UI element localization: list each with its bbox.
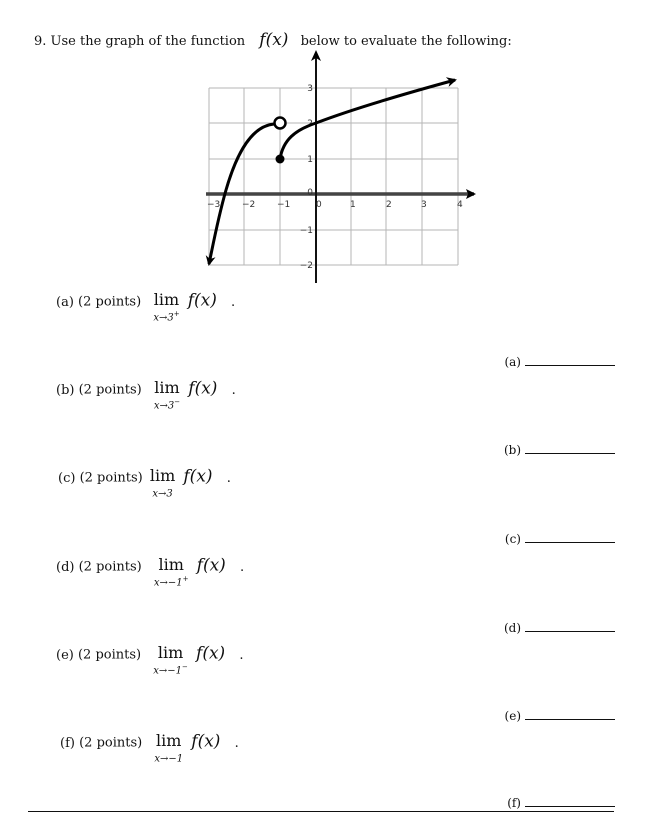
part-end: . [231, 382, 236, 398]
limit-expression [153, 645, 188, 677]
limit-subscript: x→−1 [154, 753, 184, 765]
part-b [56, 374, 236, 412]
part-points: (2 points) [77, 647, 142, 663]
answer-label: (a) [504, 355, 521, 369]
part-label: (f) [60, 735, 75, 751]
answer-label: (b) [503, 443, 521, 457]
part-points: (2 points) [78, 559, 142, 575]
y-tick-label: −1 [299, 226, 313, 236]
part-end: . [239, 559, 245, 575]
part-end: . [239, 647, 244, 663]
part-label: (a) [56, 294, 74, 310]
y-tick-labels [300, 84, 314, 271]
limit-subscript: x→3 [152, 488, 173, 500]
answer-line[interactable] [525, 542, 615, 543]
closed-point-marker [276, 155, 285, 164]
part-f [60, 727, 239, 765]
part-end: . [231, 294, 236, 310]
part-points: (2 points) [79, 735, 143, 751]
limit-function: f(x) [188, 378, 218, 399]
limit-function: f(x) [196, 643, 226, 664]
limit-function: f(x) [191, 731, 221, 752]
answer-line[interactable] [525, 453, 615, 454]
part-label: (e) [56, 647, 74, 663]
x-tick-label: 1 [350, 200, 356, 210]
limit-function: f(x) [187, 290, 217, 311]
question-function: f(x) [259, 30, 289, 50]
answer-label: (f) [507, 796, 521, 810]
answer-line[interactable] [525, 719, 615, 720]
answer-line[interactable] [525, 806, 615, 807]
part-c [58, 462, 231, 500]
page-bottom-rule [28, 811, 614, 812]
question-number: 9. [34, 34, 47, 49]
limit-subscript: x→−1+ [153, 575, 189, 589]
x-tick-label: 2 [386, 200, 392, 210]
y-tick-label: 3 [307, 84, 313, 94]
limit-function: f(x) [183, 466, 213, 487]
x-tick-label: −1 [277, 200, 291, 210]
part-points: (2 points) [78, 382, 142, 398]
question-prefix: Use the graph of the function [50, 34, 246, 49]
answer-blank-b[interactable] [504, 443, 615, 457]
y-tick-label: 1 [307, 155, 313, 165]
answer-label: (c) [504, 532, 521, 546]
open-point-marker [275, 118, 286, 129]
y-tick-label: −2 [299, 261, 313, 271]
part-label: (b) [56, 382, 75, 398]
limit-subscript: x→−1− [153, 663, 188, 677]
limit-expression [154, 557, 189, 589]
part-end: . [234, 735, 239, 751]
answer-blank-f[interactable] [507, 796, 615, 810]
answer-blank-c[interactable] [505, 532, 615, 546]
answer-label: (e) [504, 709, 521, 723]
limit-function: f(x) [196, 555, 226, 576]
y-tick-label: 2 [307, 119, 313, 129]
x-tick-label: 0 [316, 200, 322, 210]
answer-line[interactable] [525, 631, 615, 632]
limit-subscript: x→3− [153, 398, 181, 412]
part-points: (2 points) [79, 470, 143, 486]
limit-word: lim [158, 555, 184, 574]
limit-expression [150, 468, 175, 500]
question-suffix: below to evaluate the following: [300, 34, 512, 49]
limit-expression [153, 292, 179, 324]
limit-expression [154, 380, 180, 412]
x-tick-label: −3 [207, 200, 221, 210]
part-label: (d) [56, 559, 75, 575]
x-tick-label: 4 [457, 200, 463, 210]
limit-word: lim [156, 731, 182, 750]
part-d [56, 551, 245, 589]
limit-expression [154, 733, 183, 765]
answer-blank-a[interactable] [504, 355, 615, 369]
grid [209, 88, 458, 265]
curve-right-branch [280, 80, 455, 159]
part-points: (2 points) [78, 294, 142, 310]
x-tick-label: 3 [421, 200, 427, 210]
limit-word: lim [149, 466, 176, 485]
answer-label: (d) [503, 621, 521, 635]
part-label: (c) [58, 470, 76, 486]
part-e [56, 639, 244, 677]
limit-word: lim [157, 643, 184, 662]
limit-word: lim [154, 378, 180, 397]
limit-word: lim [153, 290, 180, 309]
answer-blank-e[interactable] [505, 709, 615, 723]
function-graph [200, 44, 490, 289]
answer-blank-d[interactable] [504, 621, 615, 635]
part-end: . [226, 470, 231, 486]
x-tick-label: −2 [242, 200, 256, 210]
answer-line[interactable] [525, 365, 615, 366]
limit-subscript: x→3+ [153, 310, 180, 324]
y-tick-label: 0 [307, 188, 313, 198]
x-tick-labels [207, 200, 463, 210]
part-a [56, 286, 236, 324]
